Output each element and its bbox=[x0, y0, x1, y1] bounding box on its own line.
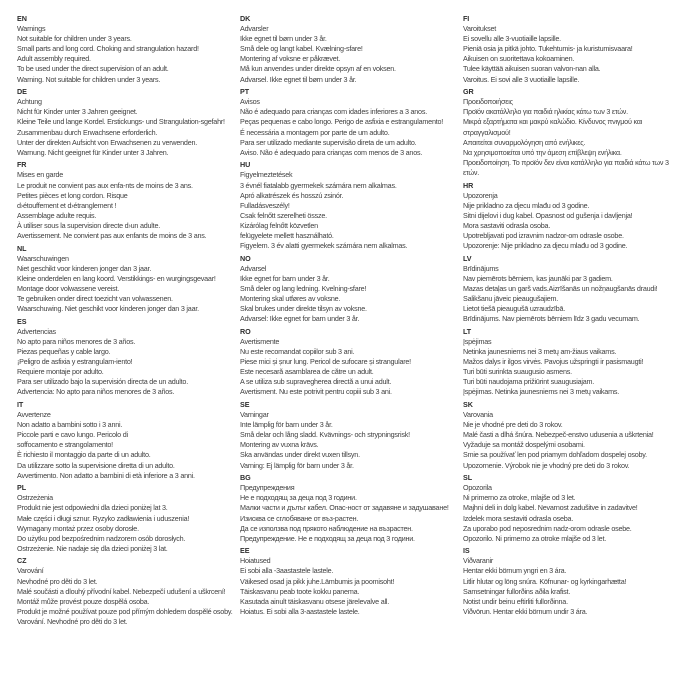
warning-line: Da utilizzare sotto la supervisione diretta di un adulto. bbox=[17, 460, 175, 470]
warning-line: Ni primerno za otroke, mlajše od 3 let. bbox=[463, 493, 576, 503]
warning-line: Avvertimento. Non adatto a bambini di età inferiore a 3 anni. bbox=[17, 470, 195, 480]
language-section-hr bbox=[463, 181, 669, 252]
language-section-dk bbox=[240, 14, 449, 85]
warning-line: To be used under the direct supervision of an adult. bbox=[17, 64, 169, 74]
language-code: DK bbox=[240, 14, 251, 23]
warning-line: Brīdinājums bbox=[463, 263, 499, 273]
warning-line: Nu este recomandat copiilor sub 3 ani. bbox=[240, 347, 355, 356]
language-code: IT bbox=[17, 399, 24, 409]
warning-line: No apto para niños menores de 3 años. bbox=[17, 336, 136, 346]
warning-line: Upozorenja bbox=[463, 190, 498, 200]
language-code: DE bbox=[17, 87, 27, 97]
warning-line: Nicht für Kinder unter 3 Jahren geeignet. bbox=[17, 107, 138, 117]
warning-line: Avvertenze bbox=[17, 410, 51, 420]
warning-line: Nije prikladno za djecu mlađu od 3 godine. bbox=[463, 200, 590, 210]
warning-line: Piese mici și șnur lung. Pericol de sufocare și strangulare! bbox=[240, 357, 411, 367]
language-code: HR bbox=[463, 180, 474, 190]
warning-line: Hentar ekki börnum yngri en 3 ára. bbox=[463, 566, 567, 576]
language-code: EN bbox=[17, 14, 27, 23]
warning-line: Vyžaduje sa montáž dospelými osobami. bbox=[463, 440, 585, 450]
warning-line: Απαιτείται συναρμολόγηση από ενήλικες. bbox=[463, 137, 586, 147]
language-code: ES bbox=[17, 316, 27, 326]
language-section-ro bbox=[240, 327, 449, 398]
warning-line: Te gebruiken onder direct toezicht van volwassenen. bbox=[17, 294, 173, 304]
language-code: LV bbox=[463, 253, 472, 263]
warning-line: Fulladásveszély! bbox=[240, 200, 290, 210]
language-section-gr bbox=[463, 87, 669, 178]
warning-line: Assemblage adulte requis. bbox=[17, 210, 97, 220]
warning-line: Do użytku pod bezpośrednim nadzorem osób dorosłych. bbox=[17, 533, 186, 543]
language-section-lv bbox=[463, 254, 669, 325]
warning-line: Apró alkatrészek és hosszú zsinór. bbox=[240, 190, 344, 200]
warning-line: soffocamento e strangolamento! bbox=[17, 440, 113, 450]
warning-line: Advarsel. Ikke egnet til børn under 3 år. bbox=[240, 74, 357, 84]
language-code: PT bbox=[240, 87, 249, 97]
warning-line: Smie sa používať len pod priamym dohľadom dospelej osoby. bbox=[463, 450, 647, 460]
language-code: FI bbox=[463, 14, 470, 23]
warning-line: Avertisment. Nu este potrivit pentru copiii sub 3 ani. bbox=[240, 387, 392, 397]
warning-line: Netinka jaunesniems nei 3 metų am-žiaus vaikams. bbox=[463, 347, 617, 356]
warning-line: Opozorila bbox=[463, 483, 492, 493]
language-section-bg bbox=[240, 473, 449, 544]
warning-line: Requiere montaje por adulto. bbox=[17, 367, 104, 377]
warning-line: Non adatto a bambini sotto i 3 anni. bbox=[17, 420, 123, 430]
warning-line: È richiesto il montaggio da parte di un adulto. bbox=[17, 450, 151, 460]
warning-line: Изисква се сглобяване от въз-растен. bbox=[240, 513, 359, 523]
warning-line: Не е подходящ за деца под 3 години. bbox=[240, 493, 357, 503]
warning-line: Varningar bbox=[240, 410, 269, 420]
warning-line: Kleine Teile und lange Kordel. Erstickungs- und Strangulation-sgefahr! bbox=[17, 117, 225, 127]
warning-line: Małe części i długi sznur. Ryzyko zadławienia i uduszenia! bbox=[17, 513, 190, 523]
warning-line: Csak felnőtt szerelheti össze. bbox=[240, 210, 327, 220]
warning-line: Brīdinājums. Nav piemērots bērniem līdz 3 gadu vecumam. bbox=[463, 314, 640, 324]
language-code: BG bbox=[240, 473, 251, 483]
warning-line: Små deler og lang ledning. Kvelning-sfare! bbox=[240, 283, 367, 293]
warning-line: felügyelete mellett használható. bbox=[240, 230, 334, 240]
warning-line: Pieniä osia ja pitkä johto. Tukehtumis- ja kuristumisvaara! bbox=[463, 44, 633, 54]
warning-line: Peças pequenas e cabo longo. Perigo de asfixia e estrangulamento! bbox=[240, 117, 444, 127]
warning-line: Montering af voksne er påkrævet. bbox=[240, 54, 341, 64]
language-section-lt bbox=[463, 327, 669, 398]
warning-line: Aikuisen on suoritettava kokoaminen. bbox=[463, 54, 575, 64]
warning-line: στραγγαλισμού! bbox=[463, 127, 511, 137]
warning-line: Įspėjimas. Netinka jaunesniems nei 3 metų vaikams. bbox=[463, 387, 619, 397]
warning-line: Täiskasvanu peab toote kokku panema. bbox=[240, 586, 360, 596]
warning-line: Inte lämplig för barn under 3 år. bbox=[240, 420, 333, 430]
warning-line: Kleine onderdelen en lang koord. Verstikkings- en wurgingsgevaar! bbox=[17, 273, 216, 283]
warning-line: À utiliser sous la supervision directe d›un adulte. bbox=[17, 220, 160, 230]
warning-line: ¡Peligro de asfixia y estrangulam-iento! bbox=[17, 357, 133, 367]
warning-line: Μικρά εξαρτήματα και μακρύ καλώδιο. Κίνδυνος πνιγμού και bbox=[463, 117, 643, 127]
warning-line: Предупреждение. Не е подходящ за деца под 3 години. bbox=[240, 533, 415, 543]
language-section-sk bbox=[463, 400, 669, 471]
warning-line: A se utiliza sub supravegherea directă a unui adult. bbox=[240, 377, 392, 387]
column-3 bbox=[463, 14, 669, 619]
warning-line: Sitni dijelovi i dug kabel. Opasnost od gušenja i davljenja! bbox=[463, 210, 633, 220]
warning-line: Turi būti naudojama prižiūrint suaugusiajam. bbox=[463, 377, 595, 387]
language-section-pt bbox=[240, 87, 449, 158]
warning-line: Varning: Ej lämplig för barn under 3 år. bbox=[240, 460, 354, 470]
warning-line: Avertissement. Ne convient pas aux enfants de moins de 3 ans. bbox=[17, 230, 207, 240]
language-section-nl bbox=[17, 244, 232, 315]
warning-line: Ei sobi alla -3aastastele lastele. bbox=[240, 566, 334, 576]
warning-line: Não é adequado para crianças com idades inferiores a 3 anos. bbox=[240, 107, 427, 117]
warning-line: Montáž může provést pouze dospělá osoba. bbox=[17, 596, 150, 606]
warning-line: Kasutada ainult täiskasvanu otsese järelevalve all. bbox=[240, 596, 389, 606]
warning-line: Upozorenje: Nije prikladno za djecu mlađu od 3 godine. bbox=[463, 241, 628, 251]
language-section-fr bbox=[17, 160, 232, 241]
warning-line: Majhni deli in dolg kabel. Nevarnost zadušitve in zadavitve! bbox=[463, 503, 638, 513]
warning-line: Kizárólag felnőtt közvetlen bbox=[240, 220, 318, 230]
warning-line: Waarschuwingen bbox=[17, 253, 69, 263]
language-code: RO bbox=[240, 326, 251, 336]
warning-line: Upozornenie. Výrobok nie je vhodný pre deti do 3 rokov. bbox=[463, 460, 630, 470]
warning-line: Ostrzeżenie. Nie nadaje się dla dzieci poniżej 3 lat. bbox=[17, 543, 168, 553]
warning-line: Montering av vuxna krävs. bbox=[240, 440, 319, 450]
language-section-es bbox=[17, 317, 232, 398]
warning-line: Lietot tiešā pieaugušā uzraudzībā. bbox=[463, 304, 566, 314]
language-code: EE bbox=[240, 546, 250, 556]
warning-line: Produkt je možné používat pouze pod přímým dohledem dospělé osoby. bbox=[17, 606, 233, 616]
language-code: NO bbox=[240, 253, 251, 263]
warning-line: Malé součásti a dlouhý přívodní kabel. Nebezpečí udušení a uškrcení! bbox=[17, 586, 226, 596]
language-code: SK bbox=[463, 399, 473, 409]
warning-line: Warnings bbox=[17, 24, 46, 34]
language-code: CZ bbox=[17, 556, 27, 566]
warning-line: Må kun anvendes under direkte opsyn af en voksen. bbox=[240, 64, 396, 74]
warning-line: Piezas pequeñas y cable largo. bbox=[17, 347, 111, 356]
warning-line: Varoitus. Ei sovi alle 3 vuotiaille lapsille. bbox=[463, 74, 580, 84]
language-code: SE bbox=[240, 399, 250, 409]
warning-line: Varoitukset bbox=[463, 24, 497, 34]
warning-line: Malé časti a dlhá šnúra. Nebezpeč-enstvo udusenia a uškrtenia! bbox=[463, 430, 654, 440]
language-code: PL bbox=[17, 483, 26, 493]
warning-line: Mažos dalys ir ilgos virvės. Pavojus užspringti ir pasismaugti! bbox=[463, 357, 644, 367]
language-code: SL bbox=[463, 473, 472, 483]
warning-line: Предупреждения bbox=[240, 483, 295, 493]
warning-line: Warnung. Nicht geeignet für Kinder unter 3 Jahren. bbox=[17, 147, 169, 157]
warning-line: Skal brukes under direkte tilsyn av voksne. bbox=[240, 304, 367, 314]
warning-line: É necessária a montagem por parte de um adulto. bbox=[240, 127, 390, 137]
warning-line: Ska användas under direkt vuxen tillsyn. bbox=[240, 450, 360, 460]
warning-line: Ikke egnet til børn under 3 år. bbox=[240, 34, 327, 44]
warning-line: Figyelem. 3 év alatti gyermekek számára nem alkalmas. bbox=[240, 241, 408, 251]
warning-line: Turi būti surinkta suaugusio asmens. bbox=[463, 367, 572, 377]
warning-line: Opozorilo. Ni primerno za otroke mlajše od 3 let. bbox=[463, 533, 607, 543]
warning-line: Para ser utilizado mediante supervisão direta de um adulto. bbox=[240, 137, 417, 147]
warning-line: Nie je vhodné pre deti do 3 rokov. bbox=[463, 420, 563, 430]
language-section-ee bbox=[240, 546, 449, 617]
warning-line: Petites pièces et long cordon. Risque bbox=[17, 190, 128, 200]
warning-line: Montage door volwassene vereist. bbox=[17, 283, 120, 293]
warning-line: Προειδοποιήσεις bbox=[463, 97, 513, 107]
warning-line: Nevhodné pro děti do 3 let. bbox=[17, 576, 98, 586]
warning-line: Να χρησιμοποιείται υπό την άμεση επίβλεψη ενήλικα. bbox=[463, 147, 622, 157]
warning-line: Warning. Not suitable for children under 3 years. bbox=[17, 74, 161, 84]
language-code: IS bbox=[463, 546, 470, 556]
warning-line: Įspėjimas bbox=[463, 336, 492, 346]
warning-line: Produkt nie jest odpowiedni dla dzieci poniżej lat 3. bbox=[17, 503, 168, 513]
warning-line: Varování bbox=[17, 566, 44, 576]
warning-line: Upotrebljavati pod izravnim nadzor-om odrasle osobe. bbox=[463, 230, 624, 240]
warning-line: Advarsel: Ikke egnet for barn under 3 år. bbox=[240, 314, 360, 324]
warning-line: Za uporabo pod neposrednim nadz-orom odrasle osebe. bbox=[463, 523, 632, 533]
warning-line: Le produit ne convient pas aux enfa-nts de moins de 3 ans. bbox=[17, 180, 193, 190]
column-1 bbox=[17, 14, 232, 630]
warning-line: Wymagany montaż przez osoby dorosłe. bbox=[17, 523, 139, 533]
language-code: GR bbox=[463, 87, 474, 97]
warning-line: Mises en garde bbox=[17, 170, 64, 180]
warning-line: Advertencia: No apto para niños menores de 3 años. bbox=[17, 387, 175, 397]
warning-line: Tulee käyttää aikuisen suoran valvon-nan alla. bbox=[463, 64, 601, 74]
warning-line: Προϊόν ακατάλληλο για παιδιά ηλικίας κάτω των 3 ετών. bbox=[463, 107, 628, 117]
warning-line: Малки части и дълъг кабел. Опас-ност от задавяне и задушаване! bbox=[240, 503, 449, 513]
warning-line: Piccole parti e cavo lungo. Pericolo di bbox=[17, 430, 128, 440]
warning-line: Varovania bbox=[463, 410, 493, 420]
warning-line: ετών. bbox=[463, 167, 480, 177]
warning-line: Izdelek mora sestaviti odrasla oseba. bbox=[463, 513, 574, 523]
warning-line: Viðvörun. Hentar ekki börnum undir 3 ára. bbox=[463, 606, 588, 616]
warning-line: Hoiatused bbox=[240, 556, 271, 566]
warning-line: Varování. Nevhodné pro děti do 3 let. bbox=[17, 616, 128, 626]
warning-line: Advarsel bbox=[240, 263, 267, 273]
warning-line: Små dele og langt kabel. Kvælning-sfare! bbox=[240, 44, 363, 54]
language-section-is bbox=[463, 546, 669, 617]
warning-line: Ikke egnet for barn under 3 år. bbox=[240, 273, 330, 283]
language-code: NL bbox=[17, 243, 27, 253]
warning-line: Advarsler bbox=[240, 24, 269, 34]
warning-line: Unter der direkten Aufsicht von Erwachsenen zu verwenden. bbox=[17, 137, 198, 147]
language-section-pl bbox=[17, 483, 232, 554]
warning-line: Små delar och lång sladd. Kvävnings- och strypningsrisk! bbox=[240, 430, 410, 440]
language-section-de bbox=[17, 87, 232, 158]
warning-line: Para ser utilizado bajo la supervisión directa de un adulto. bbox=[17, 377, 188, 387]
language-section-sl bbox=[463, 473, 669, 544]
column-2 bbox=[240, 14, 449, 619]
warning-line: Figyelmeztetések bbox=[240, 170, 293, 180]
warning-line: Salikšanu jāveic pieaugušajiem. bbox=[463, 294, 559, 304]
warning-line: Samsetningar fullorðins aðila krafist. bbox=[463, 586, 571, 596]
warning-line: Да се използва под прякото наблюдение на възрастен. bbox=[240, 523, 413, 533]
warning-line: Small parts and long cord. Choking and strangulation hazard! bbox=[17, 44, 199, 54]
warning-line: Montering skal utføres av voksne. bbox=[240, 294, 341, 304]
language-section-it bbox=[17, 400, 232, 481]
language-section-fi bbox=[463, 14, 669, 85]
warning-line: Mazas detaļas un garš vads.Aizrīšanās un nožņaugšanās draudi! bbox=[463, 283, 658, 293]
warning-line: Achtung bbox=[17, 97, 42, 107]
warning-line: Adult assembly required. bbox=[17, 54, 91, 64]
warning-line: Not suitable for children under 3 years. bbox=[17, 34, 132, 44]
warning-line: Προειδοποίηση. Το προϊόν δεν είναι κατάλληλο για παιδιά κάτω των 3 bbox=[463, 157, 669, 167]
warning-line: Avisos bbox=[240, 97, 260, 107]
warning-line: Litlir hlutar og löng snúra. Köfnunar- og kyrkingarhætta! bbox=[463, 576, 627, 586]
warning-line: Aviso. Não é adequado para crianças com menos de 3 anos. bbox=[240, 147, 423, 157]
language-code: LT bbox=[463, 326, 472, 336]
warning-line: Ei sovellu alle 3-vuotiaille lapsille. bbox=[463, 34, 561, 44]
warning-line: Viðvaranir bbox=[463, 556, 494, 566]
language-code: FR bbox=[17, 160, 27, 170]
warning-line: Hoiatus. Ei sobi alla 3-aastastele lastele. bbox=[240, 606, 360, 616]
warning-line: Advertencias bbox=[17, 326, 56, 336]
language-section-hu bbox=[240, 160, 449, 251]
language-section-en bbox=[17, 14, 232, 85]
language-section-se bbox=[240, 400, 449, 471]
language-section-no bbox=[240, 254, 449, 325]
warning-line: Notist undir beinu eftirliti fullorðinna. bbox=[463, 596, 568, 606]
warning-line: Niet geschikt voor kinderen jonger dan 3 jaar. bbox=[17, 263, 152, 273]
warning-line: Ostrzeżenia bbox=[17, 493, 53, 503]
warning-line: Zusammenbau durch Erwachsene erforderlich. bbox=[17, 127, 158, 137]
warning-line: d›étouffement et d›étranglement ! bbox=[17, 200, 117, 210]
language-code: HU bbox=[240, 160, 251, 170]
warning-line: Este necesară asamblarea de către un adult. bbox=[240, 367, 374, 377]
warning-line: Väikesed osad ja pikk juhe.Lämbumis ja poomisoht! bbox=[240, 576, 395, 586]
warning-line: Nav piemērots bērniem, kas jaunāki par 3 gadiem. bbox=[463, 273, 613, 283]
warning-line: Avertismente bbox=[240, 336, 280, 346]
warning-line: Waarschuwing. Niet geschikt voor kinderen jonger dan 3 jaar. bbox=[17, 304, 199, 314]
language-section-cz bbox=[17, 556, 232, 627]
warning-line: 3 évnél fiatalabb gyermekek számára nem alkalmas. bbox=[240, 180, 397, 190]
warning-line: Mora sastaviti odrasla osoba. bbox=[463, 220, 551, 230]
